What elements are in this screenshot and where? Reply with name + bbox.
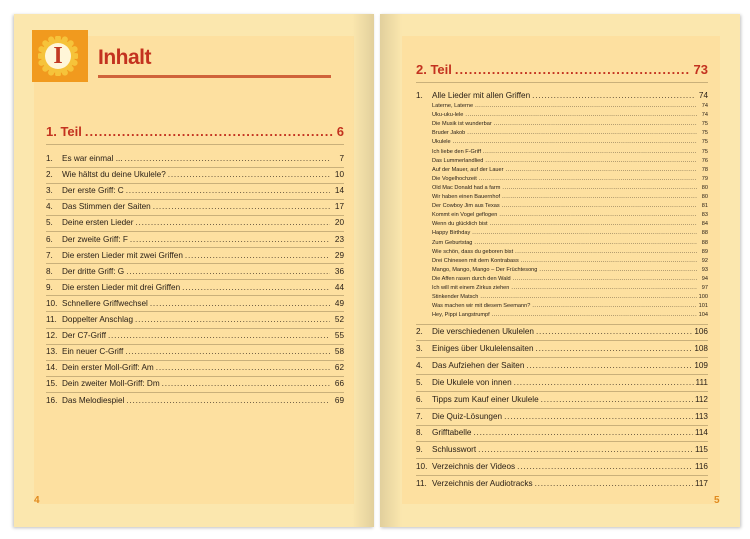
leader-dots <box>125 347 330 357</box>
entry-divider <box>46 360 344 361</box>
entry-label: Uku-uku-lele <box>432 112 464 119</box>
entry-divider <box>46 231 344 232</box>
entry-number: 13. <box>46 347 58 357</box>
toc-entry[interactable] <box>46 218 344 228</box>
leader-dots <box>502 203 697 210</box>
entry-label: Der dritte Griff: G <box>62 266 125 276</box>
entry-divider <box>46 183 344 184</box>
leader-dots <box>153 202 330 212</box>
entry-number: 10. <box>416 462 428 472</box>
left-page <box>14 14 374 527</box>
song-entry[interactable] <box>432 121 708 128</box>
page-number: 5 <box>714 495 720 506</box>
song-entry[interactable] <box>432 167 708 174</box>
entry-divider <box>46 344 344 345</box>
entry-label: Wenn du glücklich bist <box>432 221 488 228</box>
toc-entry[interactable] <box>416 395 708 405</box>
leader-dots <box>483 149 697 156</box>
entry-page: 52 <box>334 315 344 324</box>
toc-entry[interactable] <box>46 267 344 277</box>
leader-dots <box>480 294 696 301</box>
entry-label: Doppelter Anschlag <box>62 315 134 324</box>
entry-number: 11. <box>416 479 427 489</box>
toc-entry[interactable] <box>416 91 708 101</box>
entry-page: 106 <box>694 327 708 336</box>
toc-entry[interactable] <box>416 327 708 337</box>
leader-dots <box>536 344 693 354</box>
entry-number: 2. <box>416 327 423 336</box>
leader-dots <box>156 363 330 373</box>
entry-label: Die verschiedenen Ukulelen <box>432 327 534 336</box>
entry-page: 81 <box>701 203 708 210</box>
entry-label: Ukulele <box>432 139 451 146</box>
leader-dots <box>536 327 692 337</box>
entry-label: Happy Birthday <box>432 230 471 237</box>
entry-label: Ein neuer C-Griff <box>62 347 124 357</box>
leader-dots <box>517 462 693 472</box>
toc-entry[interactable] <box>46 347 344 357</box>
entry-label: Tipps zum Kauf einer Ukulele <box>432 394 539 404</box>
song-entry[interactable] <box>432 312 708 319</box>
entry-label: Die ersten Lieder mit zwei Griffen <box>62 250 183 260</box>
entry-label: Der zweite Griff: F <box>62 234 128 244</box>
leader-dots <box>521 258 697 265</box>
leader-dots <box>506 167 697 174</box>
song-entry[interactable] <box>432 230 708 237</box>
song-entry[interactable] <box>432 249 708 256</box>
entry-number: 7. <box>416 411 423 421</box>
entry-number: 9. <box>46 282 53 292</box>
leader-dots <box>108 331 330 341</box>
leader-dots <box>135 315 330 325</box>
entry-page: 89 <box>701 248 708 255</box>
entry-divider <box>46 328 344 329</box>
part-heading <box>46 124 344 139</box>
toc-entry[interactable] <box>46 379 344 389</box>
leader-dots <box>514 378 694 388</box>
leader-dots <box>502 185 697 192</box>
leader-dots <box>150 299 330 309</box>
song-entry[interactable] <box>432 276 708 283</box>
entry-label: Was machen wir mit diesem Seemann? <box>432 303 531 310</box>
entry-divider <box>416 324 708 325</box>
toc-entry[interactable] <box>416 445 708 455</box>
entry-label: Verzeichnis der Videos <box>432 462 516 472</box>
entry-divider <box>416 391 708 392</box>
entry-label: Schnellere Griffwechsel <box>62 298 148 308</box>
entry-page: 93 <box>701 266 708 273</box>
song-entry[interactable] <box>432 240 708 247</box>
entry-divider <box>416 425 708 426</box>
song-entry[interactable] <box>432 130 708 137</box>
entry-page: 69 <box>334 395 344 405</box>
toc-entry[interactable] <box>46 283 344 293</box>
song-entry[interactable] <box>432 103 708 110</box>
right-page <box>380 14 740 527</box>
leader-dots <box>526 361 692 371</box>
leader-dots <box>535 479 693 489</box>
page-number: 4 <box>34 495 40 506</box>
entry-label: Deine ersten Lieder <box>62 218 134 228</box>
leader-dots <box>494 121 697 128</box>
leader-dots <box>515 249 697 256</box>
entry-page: 74 <box>701 112 708 119</box>
entry-page: 117 <box>694 479 708 489</box>
entry-page: 80 <box>701 184 708 191</box>
leader-dots <box>465 112 697 119</box>
entry-page: 104 <box>698 312 708 319</box>
song-entry[interactable] <box>432 158 708 165</box>
entry-divider <box>46 167 344 168</box>
leader-dots <box>455 62 691 77</box>
leader-dots <box>85 124 334 139</box>
entry-page: 75 <box>701 130 708 137</box>
entry-label: Die Quiz-Lösungen <box>432 411 503 421</box>
entry-number: 4. <box>416 360 423 370</box>
entry-label: Dein erster Moll-Griff: Am <box>62 363 154 373</box>
entry-page: 14 <box>334 186 344 196</box>
leader-dots <box>492 312 697 319</box>
entry-page: 108 <box>694 343 708 353</box>
entry-page: 75 <box>701 139 708 146</box>
leader-dots <box>499 212 697 219</box>
song-entry[interactable] <box>432 203 708 210</box>
entry-page: 114 <box>694 428 708 438</box>
song-entry[interactable] <box>432 221 708 228</box>
entry-page: 109 <box>694 360 708 370</box>
entry-page: 80 <box>701 194 708 200</box>
entry-page: 97 <box>701 285 708 291</box>
entry-page: 23 <box>334 234 344 244</box>
toc-entry[interactable] <box>46 396 344 406</box>
leader-dots <box>162 379 330 389</box>
leader-dots <box>490 221 697 228</box>
entry-label: Wie hältst du deine Ukulele? <box>62 170 166 180</box>
leader-dots <box>502 194 697 201</box>
entry-number: 12. <box>46 331 58 341</box>
entry-label: Der C7-Griff <box>62 331 106 341</box>
entry-number: 2. <box>46 170 53 180</box>
entry-label: Stinkender Matsch <box>432 294 479 301</box>
entry-label: Wie schön, dass du geboren bist <box>432 248 514 255</box>
entry-divider <box>46 199 344 200</box>
toc-entry[interactable] <box>46 363 344 373</box>
toc-entry[interactable] <box>416 462 708 472</box>
entry-page: 58 <box>334 347 344 357</box>
entry-label: Das Stimmen der Saiten <box>62 202 151 212</box>
entry-page: 55 <box>334 331 344 341</box>
toc-entry[interactable] <box>46 331 344 341</box>
entry-divider <box>416 458 708 459</box>
toc-entry[interactable] <box>416 361 708 371</box>
entry-number: 8. <box>46 266 53 276</box>
entry-page: 44 <box>334 282 344 292</box>
entry-number: 1. <box>416 91 423 100</box>
entry-page: 88 <box>701 230 708 237</box>
entry-page: 116 <box>694 462 708 472</box>
entry-number: 5. <box>46 218 53 228</box>
leader-dots <box>478 445 693 455</box>
leader-dots <box>126 186 330 196</box>
entry-page: 101 <box>698 303 708 310</box>
entry-label: Drei Chinesen mit dem Kontrabass <box>432 257 519 264</box>
part-divider <box>46 144 344 145</box>
part-heading <box>416 62 708 77</box>
entry-divider <box>46 263 344 264</box>
entry-label: Hey, Pippi Langstrumpf <box>432 312 490 319</box>
entry-label: Das Melodiespiel <box>62 395 125 405</box>
entry-page: 10 <box>334 170 344 180</box>
toc-entry[interactable] <box>46 299 344 309</box>
entry-page: 17 <box>334 202 344 212</box>
entry-label: Schlusswort <box>432 445 477 455</box>
song-entry[interactable] <box>432 258 708 265</box>
leader-dots <box>474 240 697 247</box>
song-entry[interactable] <box>432 185 708 192</box>
entry-page: 113 <box>694 411 708 421</box>
entry-divider <box>416 357 708 358</box>
part-title: 2. Teil <box>416 62 452 77</box>
toc-entry[interactable] <box>416 412 708 422</box>
entry-divider <box>46 376 344 377</box>
leader-dots <box>479 176 697 183</box>
entry-page: 62 <box>334 363 344 373</box>
leader-dots <box>182 283 330 293</box>
title-underline <box>98 75 331 78</box>
song-entry[interactable] <box>432 112 708 119</box>
toc-entry[interactable] <box>46 154 344 164</box>
entry-number: 10. <box>46 298 58 308</box>
leader-dots <box>126 267 330 277</box>
leader-dots <box>473 428 692 438</box>
toc-entry[interactable] <box>416 479 708 489</box>
entry-divider <box>416 374 708 375</box>
entry-divider <box>416 475 708 476</box>
entry-label: Der Cowboy Jim aus Texas <box>432 203 500 210</box>
entry-label: Auf der Mauer, auf der Lauer <box>432 166 504 173</box>
part-page: 6 <box>336 124 344 139</box>
entry-number: 3. <box>416 343 423 353</box>
entry-page: 78 <box>701 166 708 173</box>
entry-label: Ich liebe den F-Griff <box>432 148 482 155</box>
entry-page: 29 <box>334 250 344 260</box>
leader-dots <box>475 103 697 110</box>
part-title: 1. Teil <box>46 124 82 139</box>
entry-label: Das Aufziehen der Saiten <box>432 360 525 370</box>
song-entry[interactable] <box>432 194 708 201</box>
toc-entry[interactable] <box>416 378 708 388</box>
entry-label: Das Lummerlandlied <box>432 157 484 164</box>
entry-label: Die Vogelhochzeit <box>432 175 477 182</box>
entry-page: 66 <box>334 379 344 389</box>
entry-label: Mango, Mango, Mango – Der Früchtesong <box>432 266 538 273</box>
entry-label: Die Musik ist wunderbar <box>432 121 492 128</box>
page-title: Inhalt <box>98 46 151 69</box>
entry-label: Die ersten Lieder mit drei Griffen <box>62 282 181 292</box>
entry-label: Alle Lieder mit allen Griffen <box>432 91 531 100</box>
entry-number: 8. <box>416 428 423 438</box>
leader-dots <box>532 303 696 310</box>
leader-dots <box>135 218 330 228</box>
entry-page: 111 <box>695 377 708 387</box>
entry-label: Zum Geburtstag <box>432 239 473 246</box>
entry-page: 36 <box>334 266 344 276</box>
gutter-shadow <box>352 14 374 527</box>
entry-number: 16. <box>46 395 58 405</box>
entry-page: 115 <box>694 445 708 455</box>
entry-page: 74 <box>701 103 708 109</box>
entry-number: 5. <box>416 377 423 387</box>
entry-page: 79 <box>701 175 708 182</box>
entry-number: 7. <box>46 250 53 260</box>
book-spread <box>14 14 740 527</box>
entry-divider <box>46 247 344 248</box>
entry-page: 94 <box>701 275 708 282</box>
entry-number: 15. <box>46 379 58 389</box>
entry-number: 11. <box>46 315 57 324</box>
leader-dots <box>453 139 697 146</box>
entry-number: 4. <box>46 202 53 212</box>
leader-dots <box>185 251 330 261</box>
entry-divider <box>46 279 344 280</box>
entry-label: Laterne, Laterne <box>432 103 474 109</box>
part-divider <box>416 82 708 83</box>
leader-dots <box>472 230 697 237</box>
entry-divider <box>46 295 344 296</box>
entry-number: 6. <box>46 234 53 244</box>
entry-label: Grifftabelle <box>432 428 472 438</box>
entry-label: Einiges über Ukulelensaiten <box>432 343 534 353</box>
entry-page: 76 <box>701 157 708 164</box>
entry-page: 75 <box>701 121 708 128</box>
entry-label: Bruder Jakob <box>432 130 466 137</box>
song-entry[interactable] <box>432 285 708 292</box>
leader-dots <box>511 285 697 292</box>
entry-label: Kommt ein Vogel geflogen <box>432 212 498 219</box>
entry-page: 75 <box>701 148 708 155</box>
entry-page: 83 <box>701 212 708 219</box>
entry-label: Der erste Griff: C <box>62 186 124 196</box>
leader-dots <box>532 91 694 101</box>
entry-number: 9. <box>416 445 423 455</box>
entry-label: Es war einmal ... <box>62 154 123 163</box>
entry-label: Die Affen rasen durch den Wald <box>432 275 511 282</box>
entry-label: Wir haben einen Bauernhof <box>432 194 501 200</box>
entry-page: 49 <box>334 298 344 308</box>
leader-dots <box>541 395 693 405</box>
toc-entry[interactable] <box>416 344 708 354</box>
entry-divider <box>416 340 708 341</box>
toc-entry[interactable] <box>416 428 708 438</box>
entry-page: 100 <box>698 294 708 301</box>
leader-dots <box>539 267 697 274</box>
toc-entry[interactable] <box>46 202 344 212</box>
leader-dots <box>168 170 330 180</box>
toc-entry[interactable] <box>46 186 344 196</box>
entry-divider <box>46 392 344 393</box>
entry-label: Old Mac Donald had a farm <box>432 184 501 191</box>
song-entry[interactable] <box>432 176 708 183</box>
leader-dots <box>125 154 330 164</box>
entry-page: 74 <box>698 91 708 100</box>
entry-label: Ich will mit einem Zirkus ziehen <box>432 285 510 291</box>
leader-dots <box>126 396 330 406</box>
entry-page: 20 <box>334 218 344 228</box>
entry-label: Die Ukulele von innen <box>432 377 512 387</box>
song-entry[interactable] <box>432 139 708 146</box>
song-entry[interactable] <box>432 303 708 310</box>
entry-divider <box>46 311 344 312</box>
song-entry[interactable] <box>432 294 708 301</box>
leader-dots <box>513 276 697 283</box>
leader-dots <box>130 235 330 245</box>
entry-number: 6. <box>416 394 423 404</box>
song-entry[interactable] <box>432 267 708 274</box>
leader-dots <box>485 158 697 165</box>
entry-page: 112 <box>694 394 708 404</box>
leader-dots <box>504 412 693 422</box>
entry-page: 88 <box>701 239 708 246</box>
entry-divider <box>416 441 708 442</box>
entry-number: 14. <box>46 363 58 373</box>
song-entry[interactable] <box>432 149 708 156</box>
entry-number: 1. <box>46 154 53 163</box>
entry-divider <box>46 215 344 216</box>
section-letter: I <box>53 42 63 69</box>
part-page: 73 <box>693 62 708 77</box>
toc-entry[interactable] <box>46 315 344 325</box>
entry-label: Verzeichnis der Audiotracks <box>432 479 533 489</box>
entry-page: 92 <box>701 257 708 264</box>
entry-divider <box>416 408 708 409</box>
toc-entry[interactable] <box>46 235 344 245</box>
leader-dots <box>467 130 697 137</box>
toc-entry[interactable] <box>46 251 344 261</box>
song-entry[interactable] <box>432 212 708 219</box>
entry-label: Dein zweiter Moll-Griff: Dm <box>62 379 160 389</box>
gutter-shadow <box>380 14 402 527</box>
entry-number: 3. <box>46 186 53 196</box>
entry-page: 7 <box>339 154 344 163</box>
toc-entry[interactable] <box>46 170 344 180</box>
entry-page: 84 <box>701 221 708 228</box>
